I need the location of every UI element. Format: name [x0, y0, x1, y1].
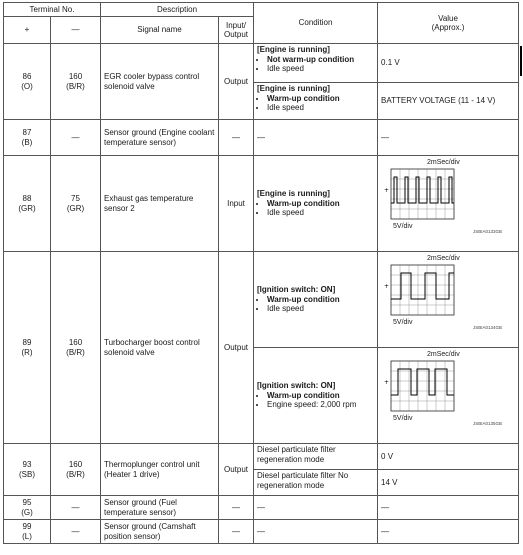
io-type: — [219, 520, 254, 544]
figure-id: JSBIA0135GB [473, 421, 503, 426]
condition-cell: Diesel particulate filter regeneration mode [254, 444, 378, 470]
figure-id: JSBIA0134GB [473, 325, 503, 330]
svg-text:+: + [384, 283, 390, 290]
terminal-plus: 89 (R) [4, 252, 51, 444]
header-signal-name: Signal name [101, 17, 219, 44]
terminal-minus: 160 (B/R) [51, 444, 101, 496]
io-type: — [219, 120, 254, 156]
signal-name: Exhaust gas temperature sensor 2 [101, 156, 219, 252]
value-cell: — [378, 120, 519, 156]
value-cell: BATTERY VOLTAGE (11 - 14 V) [378, 83, 519, 120]
header-terminal-no: Terminal No. [4, 3, 101, 17]
terminal-minus: — [51, 120, 101, 156]
terminal-plus: 99 (L) [4, 520, 51, 544]
value-cell: 0.1 V [378, 44, 519, 83]
condition-cell: Diesel particulate filter No regeneration mode [254, 470, 378, 496]
io-type: Output [219, 44, 254, 120]
time-div-label: 2mSec/div [427, 159, 460, 166]
value-cell: 14 V [378, 470, 519, 496]
condition-cell: [Ignition switch: ON] • Warm-up condition • Idle speed [254, 252, 378, 348]
terminal-minus: 160 (B/R) [51, 44, 101, 120]
value-cell [378, 252, 519, 348]
terminal-plus: 88 (GR) [4, 156, 51, 252]
value-cell [378, 348, 519, 444]
table-row [4, 252, 519, 348]
io-type: — [219, 496, 254, 520]
oscilloscope-waveform [381, 157, 515, 235]
header-description: Description [101, 3, 254, 17]
table-row [4, 44, 519, 83]
signal-name: EGR cooler bypass control solenoid valve [101, 44, 219, 120]
value-cell: — [378, 496, 519, 520]
condition-cell: [Engine is running] • Not warm-up condition • Idle speed [254, 44, 378, 83]
table-row [4, 444, 519, 470]
terminal-table [3, 2, 519, 544]
header-value: Value (Approx.) [378, 3, 519, 44]
figure-id: JSBIA0133GB [473, 229, 503, 234]
value-cell: — [378, 520, 519, 544]
volt-div-label: 5V/div [393, 319, 413, 326]
svg-text:+: + [384, 379, 390, 386]
signal-name: Sensor ground (Engine coolant temperature sensor) [101, 120, 219, 156]
signal-name: Sensor ground (Camshaft position sensor) [101, 520, 219, 544]
io-type: Output [219, 444, 254, 496]
terminal-plus: 87 (B) [4, 120, 51, 156]
terminal-plus: 95 (G) [4, 496, 51, 520]
terminal-minus: — [51, 520, 101, 544]
condition-cell: [Engine is running] • Warm-up condition • Idle speed [254, 156, 378, 252]
time-div-label: 2mSec/div [427, 351, 460, 358]
terminal-minus: 75 (GR) [51, 156, 101, 252]
value-cell: 0 V [378, 444, 519, 470]
condition-cell: — [254, 520, 378, 544]
value-cell [378, 156, 519, 252]
signal-name: Sensor ground (Fuel temperature sensor) [101, 496, 219, 520]
terminal-plus: 86 (O) [4, 44, 51, 120]
terminal-minus: 160 (B/R) [51, 252, 101, 444]
header-minus: — [51, 17, 101, 44]
table-row [4, 496, 519, 520]
time-div-label: 2mSec/div [427, 255, 460, 262]
oscilloscope-waveform [381, 349, 515, 427]
volt-div-label: 5V/div [393, 223, 413, 230]
signal-name: Thermoplunger control unit (Heater 1 drive) [101, 444, 219, 496]
header-plus: + [4, 17, 51, 44]
terminal-plus: 93 (SB) [4, 444, 51, 496]
terminal-minus: — [51, 496, 101, 520]
table-row [4, 156, 519, 252]
volt-div-label: 5V/div [393, 415, 413, 422]
oscilloscope-waveform [381, 253, 515, 331]
page-edge-marker [520, 46, 522, 76]
table-row [4, 120, 519, 156]
svg-text:+: + [384, 187, 390, 194]
table-row [4, 520, 519, 544]
condition-cell: [Ignition switch: ON] • Warm-up condition • Engine speed: 2,000 rpm [254, 348, 378, 444]
header-condition: Condition [254, 3, 378, 44]
signal-name: Turbocharger boost control solenoid valve [101, 252, 219, 444]
condition-cell: — [254, 496, 378, 520]
condition-cell: — [254, 120, 378, 156]
io-type: Output [219, 252, 254, 444]
header-input-output: Input/ Output [219, 17, 254, 44]
condition-cell: [Engine is running] • Warm-up condition • Idle speed [254, 83, 378, 120]
io-type: Input [219, 156, 254, 252]
